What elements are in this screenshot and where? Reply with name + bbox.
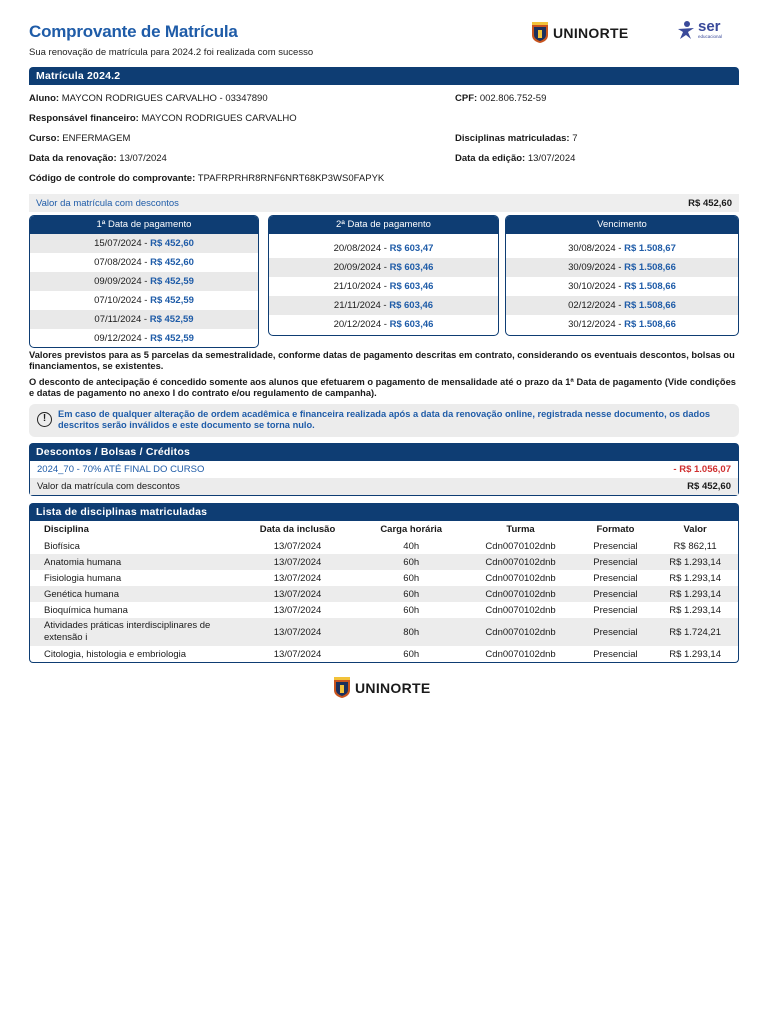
- header: [29, 0, 739, 62]
- desconto-item-row: [30, 461, 738, 478]
- descontos-section-bar: Descontos / Bolsas / Créditos: [29, 443, 739, 461]
- table-row: Anatomia humana 13/07/2024 60h Cdn0070102dnb Presencial R$ 1.293,14: [30, 554, 738, 570]
- payment-row: 30/10/2024 - R$ 1.508,66: [568, 281, 676, 292]
- edicao-row: [455, 153, 575, 164]
- payment-row: 30/08/2024 - R$ 1.508,67: [568, 243, 676, 254]
- star-person-icon: [676, 20, 696, 40]
- desconto-total-label: Valor da matrícula com descontos: [37, 481, 180, 492]
- disciplinas-count-label: Disciplinas matriculadas:: [455, 133, 570, 144]
- aluno-label: Aluno:: [29, 93, 60, 104]
- footer-uninorte-logo: [333, 677, 431, 699]
- aluno-row: [29, 93, 268, 104]
- curso-value: ENFERMAGEM: [62, 133, 131, 144]
- disciplinas-box: [29, 521, 739, 663]
- payment-box-vencimento: [505, 215, 739, 336]
- matricula-info: [29, 85, 739, 189]
- payment-row: 15/07/2024 - R$ 452,60: [30, 234, 258, 253]
- codigo-label: Código de controle do comprovante:: [29, 173, 196, 184]
- payment-row: 07/10/2024 - R$ 452,59: [94, 295, 194, 306]
- desconto-item-value: - R$ 1.056,07: [673, 464, 731, 475]
- matricula-section-bar: Matrícula 2024.2: [29, 67, 739, 85]
- desconto-item-label: 2024_70 - 70% ATÉ FINAL DO CURSO: [37, 464, 205, 475]
- disciplinas-section: [29, 503, 739, 663]
- payment-box-1: [29, 215, 259, 348]
- col-formato: Formato: [596, 524, 635, 535]
- col-data-inclusao: Data da inclusão: [259, 524, 336, 535]
- payment-box-title: Vencimento: [506, 216, 738, 234]
- disciplinas-count-row: [455, 133, 578, 144]
- cpf-label: CPF:: [455, 93, 478, 104]
- alert-text: Em caso de qualquer alteração de ordem acadêmica e financeira realizada após a data da renovação online, registrada nesse documento, os dados descritos serão inválidos e este documento se torna nulo.: [58, 409, 711, 430]
- payment-row: 21/11/2024 - R$ 603,46: [269, 296, 498, 315]
- payment-row: 02/12/2024 - R$ 1.508,66: [506, 296, 738, 315]
- payment-schedule: [29, 215, 739, 345]
- partner-sub: educacional: [698, 34, 723, 39]
- alert-box: [29, 404, 739, 437]
- notes: [29, 350, 739, 399]
- page-title: Comprovante de Matrícula: [29, 22, 238, 41]
- renovacao-value: 13/07/2024: [119, 153, 167, 164]
- table-header-row: [30, 521, 738, 538]
- payment-row: 09/09/2024 - R$ 452,59: [30, 272, 258, 291]
- valor-matricula-row: [29, 194, 739, 212]
- table-row: Atividades práticas interdisciplinares de extensão i 13/07/2024 80h Cdn0070102dnb Presencial R$ 1.724,21: [30, 618, 738, 646]
- payment-row: 30/12/2024 - R$ 1.508,66: [568, 319, 676, 330]
- partner-name: ser: [698, 18, 721, 35]
- payment-box-title: 2ª Data de pagamento: [269, 216, 498, 234]
- curso-label: Curso:: [29, 133, 60, 144]
- table-row: Bioquímica humana 13/07/2024 60h Cdn0070102dnb Presencial R$ 1.293,14: [44, 604, 721, 616]
- codigo-value: TPAFRPRHR8RNF6NRT68KP3WS0FAPYK: [197, 173, 385, 184]
- uninorte-logo: [531, 22, 629, 44]
- page-subtitle: Sua renovação de matrícula para 2024.2 foi realizada com sucesso: [29, 47, 314, 58]
- desconto-total-row: [30, 478, 738, 495]
- brand-name: UNINORTE: [553, 25, 629, 41]
- edicao-label: Data da edição:: [455, 153, 526, 164]
- footer-brand-name: UNINORTE: [355, 680, 431, 696]
- cpf-value: 002.806.752-59: [479, 93, 547, 104]
- cpf-row: [455, 93, 546, 104]
- col-valor: Valor: [683, 524, 707, 535]
- table-row: Citologia, histologia e embriologia 13/07/2024 60h Cdn0070102dnb Presencial R$ 1.293,14: [44, 648, 721, 660]
- descontos-box: [29, 461, 739, 496]
- payment-row: 20/09/2024 - R$ 603,46: [269, 258, 498, 277]
- renovacao-row: [29, 153, 167, 164]
- note-parcelas: Valores previstos para as 5 parcelas da semestralidade, conforme datas de pagamento descritas em contrato, considerando os eventuais descontos, bolsas ou financiamentos, se existentes.: [29, 350, 735, 371]
- desconto-total-value: R$ 452,60: [687, 481, 731, 492]
- payment-row: 20/08/2024 - R$ 603,47: [333, 243, 434, 254]
- col-turma: Turma: [506, 524, 535, 535]
- curso-row: [29, 133, 130, 144]
- valor-matricula-value: R$ 452,60: [688, 198, 732, 209]
- responsavel-label: Responsável financeiro:: [29, 113, 139, 124]
- payment-row: 30/09/2024 - R$ 1.508,66: [506, 258, 738, 277]
- payment-row: 20/12/2024 - R$ 603,46: [333, 319, 434, 330]
- disciplinas-count-value: 7: [572, 133, 578, 144]
- col-disciplina: Disciplina: [44, 524, 89, 535]
- codigo-row: [29, 173, 384, 184]
- disciplinas-section-bar: Lista de disciplinas matriculadas: [29, 503, 739, 521]
- disciplinas-table: [30, 521, 738, 662]
- payment-box-2: [268, 215, 499, 336]
- edicao-value: 13/07/2024: [527, 153, 576, 164]
- table-row: Biofísica 13/07/2024 40h Cdn0070102dnb Presencial R$ 862,11: [44, 540, 717, 552]
- payment-box-title: 1ª Data de pagamento: [30, 216, 258, 234]
- responsavel-row: [29, 113, 297, 124]
- shield-icon: [333, 677, 351, 699]
- renovacao-label: Data da renovação:: [29, 153, 117, 164]
- exclamation-icon: !: [37, 412, 52, 427]
- valor-matricula-label: Valor da matrícula com descontos: [36, 198, 179, 209]
- aluno-value: MAYCON RODRIGUES CARVALHO - 03347890: [61, 93, 268, 104]
- table-row: Genética humana 13/07/2024 60h Cdn0070102dnb Presencial R$ 1.293,14: [30, 586, 738, 602]
- shield-icon: [531, 22, 549, 44]
- payment-row: 07/11/2024 - R$ 452,59: [30, 310, 258, 329]
- payment-row: 21/10/2024 - R$ 603,46: [333, 281, 434, 292]
- responsavel-value: MAYCON RODRIGUES CARVALHO: [141, 113, 297, 124]
- note-desconto: O desconto de antecipação é concedido somente aos alunos que efetuarem o pagamento de mensalidade até o prazo da 1ª Data de pagamento (Vide condições e datas de pagamento no anexo I do contrato e/ou regulamento de campanha).: [29, 377, 736, 398]
- descontos-section: [29, 443, 739, 496]
- col-carga-horaria: Carga horária: [380, 524, 443, 535]
- ser-logo: [676, 20, 722, 40]
- payment-row: 07/08/2024 - R$ 452,60: [94, 257, 194, 268]
- table-row: Fisiologia humana 13/07/2024 60h Cdn0070102dnb Presencial R$ 1.293,14: [44, 572, 721, 584]
- payment-row: 09/12/2024 - R$ 452,59: [94, 333, 194, 344]
